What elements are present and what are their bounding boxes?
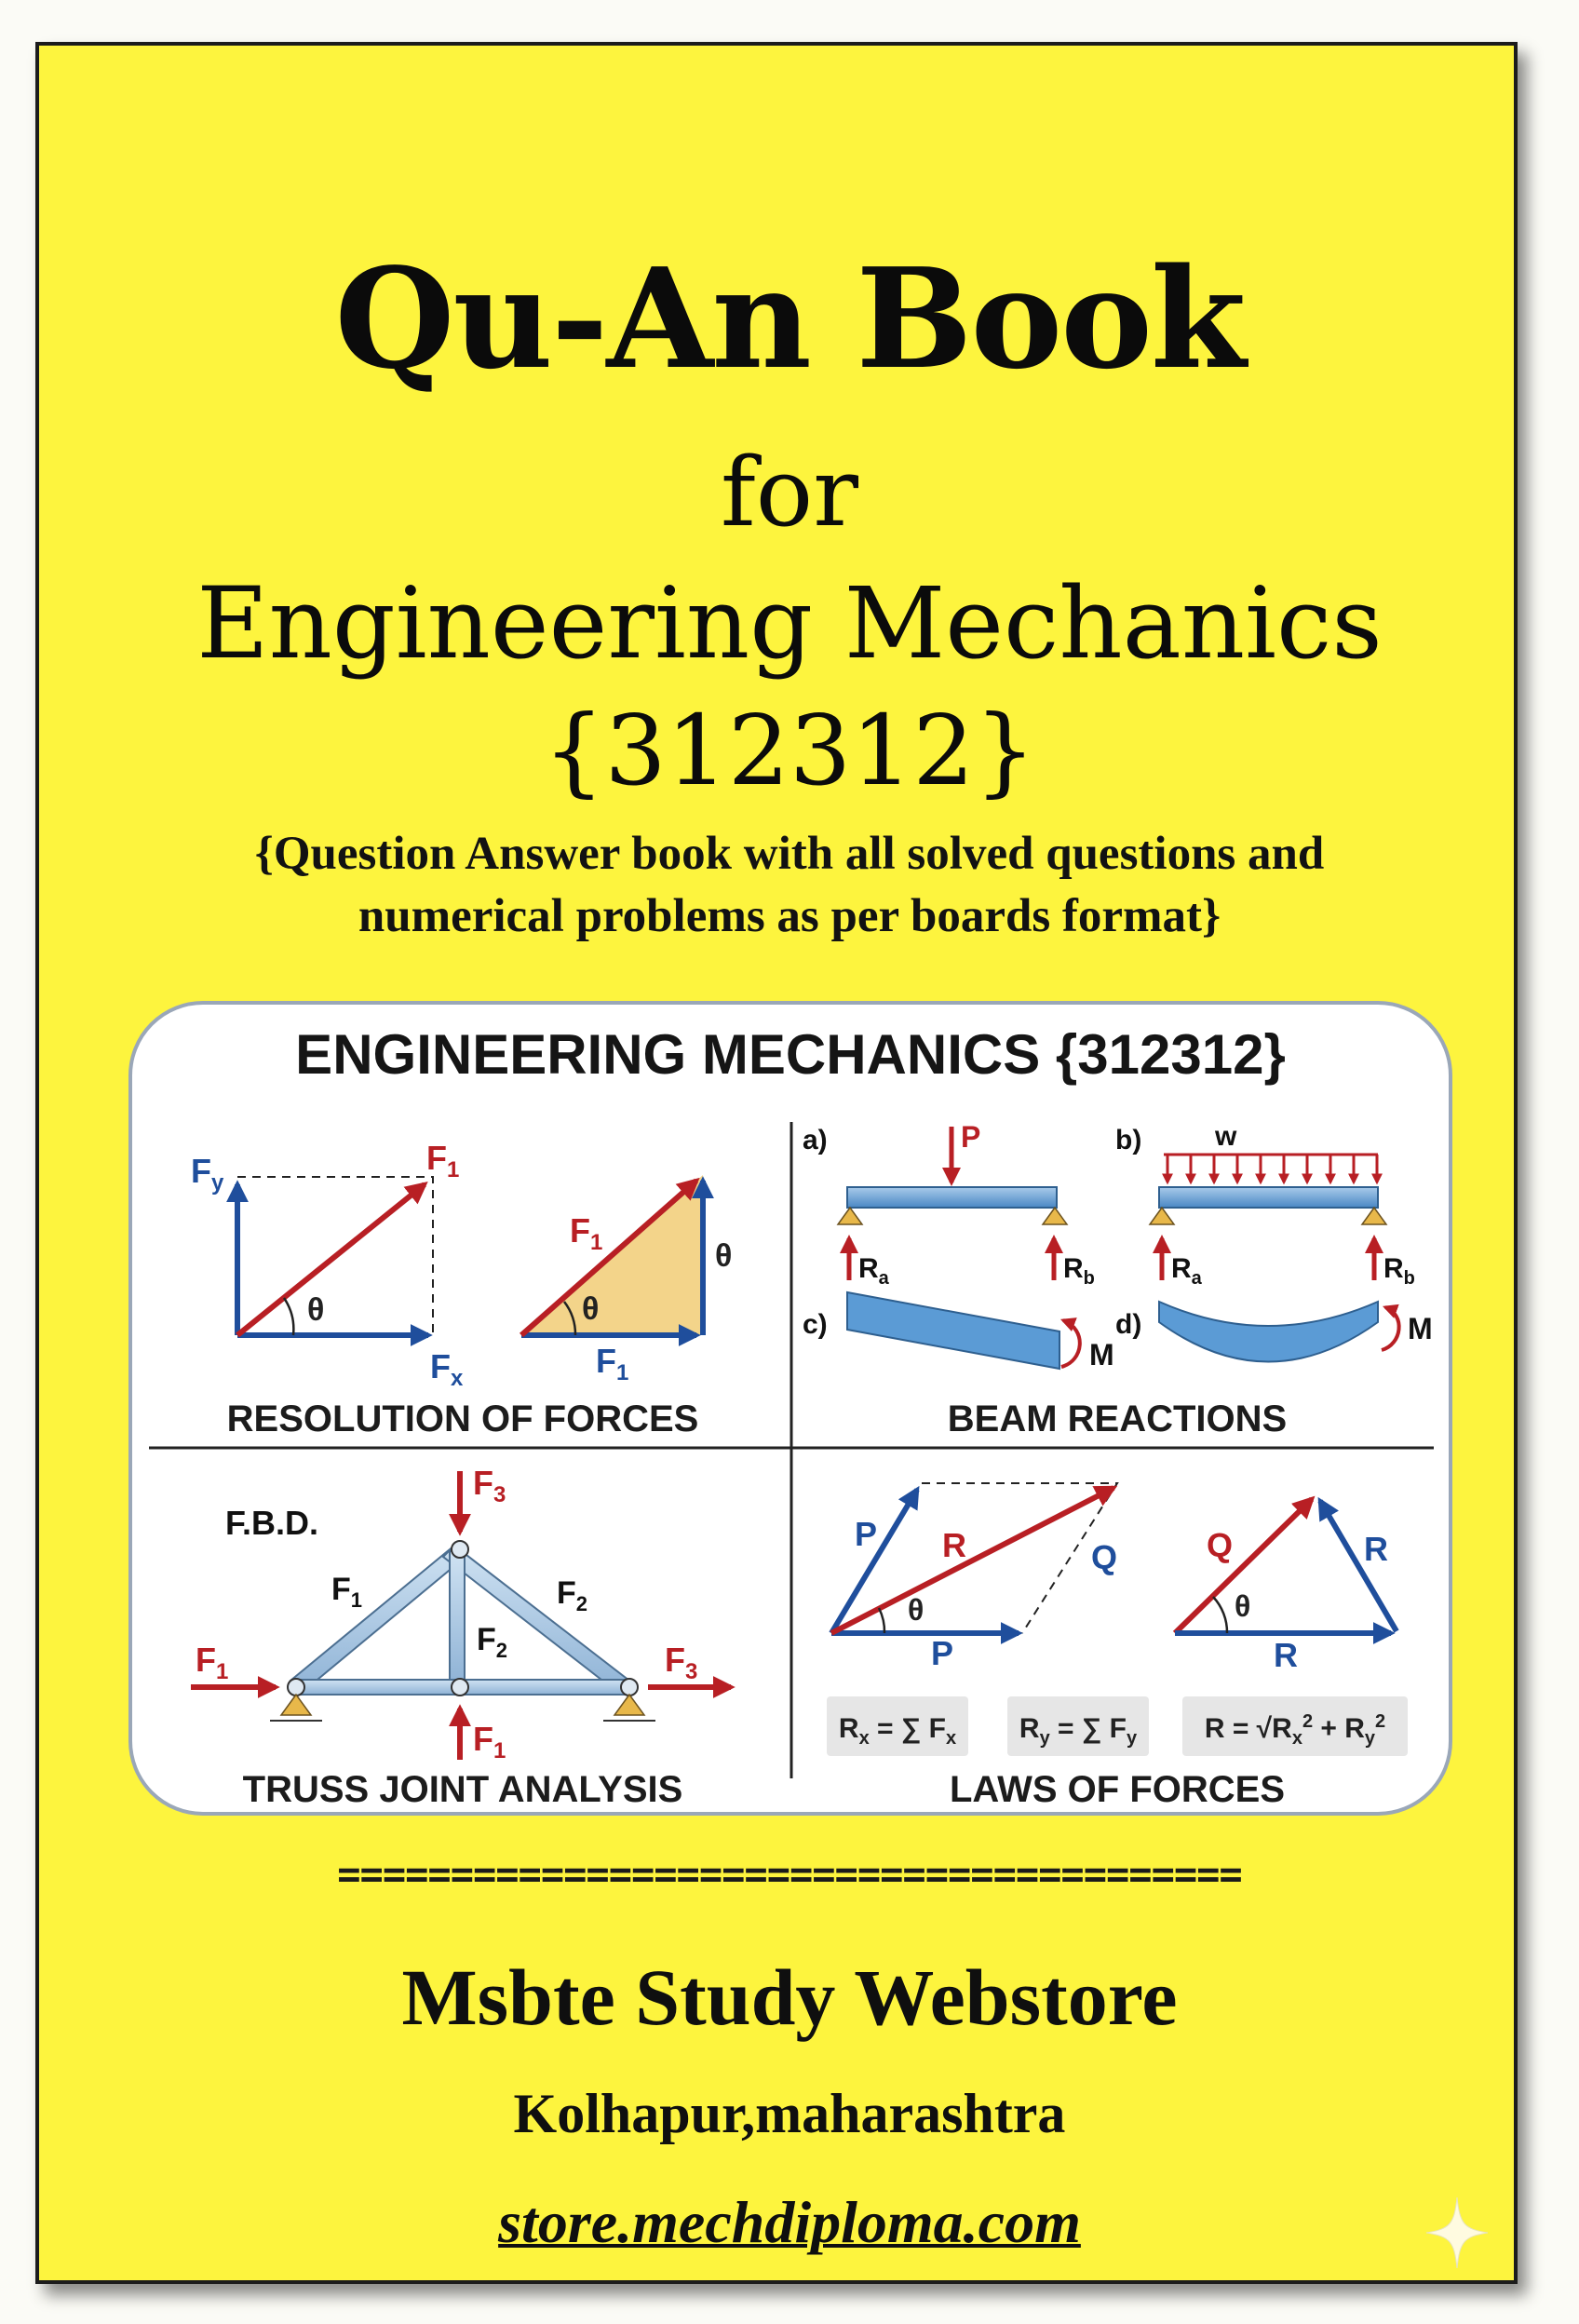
truss-member-vertical [450, 1551, 465, 1683]
subject-title: Engineering Mechanics [196, 566, 1383, 681]
triangle-q-label: Q [1207, 1526, 1234, 1564]
publisher-location: Kolhapur,maharashtra [513, 2083, 1066, 2144]
ra-label-b: $R_a$ [1171, 1253, 1202, 1289]
triangle-f1-label: $F_1$ [570, 1211, 603, 1255]
title-for: for [721, 438, 858, 548]
p-side-label: P [855, 1515, 878, 1553]
subtitle-line-2: numerical problems as per boards format} [358, 890, 1221, 942]
label-d: d) [1115, 1309, 1142, 1340]
joint-bottom [452, 1679, 468, 1696]
truss-member-left [290, 1546, 466, 1693]
sparkle-icon [1424, 2196, 1490, 2270]
laws-theta-arc-2 [1213, 1597, 1227, 1633]
support-b-right [1362, 1208, 1386, 1224]
member-f2-right-label: $F_2$ [557, 1575, 588, 1615]
formula-r: $R = √R_x^2 + R_y^2$ [1204, 1711, 1386, 1749]
moment-arrow-c [1061, 1320, 1080, 1367]
udl-arrows [1167, 1155, 1377, 1182]
support-b-left [1150, 1208, 1174, 1224]
book-title: Qu-An Book [334, 237, 1245, 399]
laws-caption: LAWS OF FORCES [950, 1769, 1285, 1810]
resolution-of-forces-diagram [191, 1139, 732, 1391]
beam-a [847, 1187, 1057, 1208]
fx-label: $F_x$ [430, 1347, 464, 1391]
ra-label-a: $R_a$ [858, 1253, 889, 1289]
joint-top [452, 1541, 468, 1558]
rb-label-a: $R_b$ [1063, 1253, 1095, 1289]
moment-label-d: M [1408, 1312, 1433, 1345]
publisher-name: Msbte Study Webstore [401, 1952, 1178, 2042]
resolution-caption: RESOLUTION OF FORCES [226, 1398, 699, 1439]
support-a-left [838, 1208, 862, 1224]
label-c: c) [803, 1309, 828, 1340]
r-diagonal-label: R [942, 1526, 966, 1564]
moment-arrow-d [1382, 1307, 1399, 1350]
beam-b [1159, 1187, 1378, 1208]
triangle-base-label: $F_1$ [596, 1342, 629, 1385]
laws-theta-label-1: θ [908, 1593, 924, 1627]
subject-code: {312312} [543, 694, 1036, 807]
support-a-right [1043, 1208, 1067, 1224]
fy-label: $F_y$ [191, 1152, 224, 1196]
truss-support-right [614, 1695, 644, 1715]
udl-w-label: w [1215, 1121, 1237, 1152]
laws-theta-label-2: θ [1235, 1589, 1251, 1623]
label-b: b) [1115, 1125, 1142, 1155]
joint-left [288, 1679, 304, 1696]
q-dashed-label: Q [1091, 1538, 1118, 1576]
triangle-r-base-label: R [1274, 1636, 1298, 1674]
beam-reactions-diagram [803, 1120, 1433, 1371]
f3-top-label: $F_3$ [473, 1464, 506, 1507]
truss-caption: TRUSS JOINT ANALYSIS [242, 1769, 683, 1810]
rb-label-b: $R_b$ [1383, 1253, 1415, 1289]
website-link[interactable]: store.mechdiploma.com [498, 2189, 1081, 2255]
joint-right [621, 1679, 638, 1696]
truss-support-left [281, 1695, 311, 1715]
moment-label-c: M [1089, 1338, 1114, 1371]
f3-right-label: $F_3$ [665, 1641, 698, 1684]
label-a: a) [803, 1125, 828, 1155]
subtitle-line-1: {Question Answer book with all solved questions and [254, 828, 1325, 880]
moment-diagram-d [1159, 1302, 1378, 1362]
truss-member-right [443, 1546, 629, 1693]
f1-label: $F_1$ [426, 1139, 460, 1182]
triangle-theta-label: θ [582, 1291, 600, 1327]
separator-line: ======================================== [337, 1851, 1242, 1897]
beam-caption: BEAM REACTIONS [947, 1398, 1288, 1439]
triangle-theta-side: θ [715, 1238, 733, 1274]
panel-heading: ENGINEERING MECHANICS {312312} [295, 1023, 1286, 1086]
truss-diagram [191, 1464, 731, 1763]
laws-of-forces-diagram [827, 1483, 1408, 1756]
theta-arc [284, 1298, 293, 1335]
f1-bottom-label: $F_1$ [473, 1720, 506, 1763]
load-p-label: P [961, 1120, 981, 1154]
formula-ry: $R_y$ = ∑ $F_y$ [1019, 1713, 1138, 1749]
member-f2-vertical-label: $F_2$ [477, 1622, 508, 1662]
shear-diagram-c [847, 1292, 1059, 1369]
fbd-label: F.B.D. [225, 1504, 319, 1542]
f1-left-label: $F_1$ [196, 1641, 229, 1684]
member-f1-label: $F_1$ [331, 1572, 363, 1612]
triangle-r-side-label: R [1364, 1530, 1388, 1568]
formula-rx: $R_x$ = ∑ $F_x$ [838, 1713, 957, 1749]
p-base-label: P [931, 1634, 954, 1672]
laws-theta-arc-1 [879, 1608, 884, 1633]
theta-label: θ [307, 1292, 325, 1328]
f1-resultant-vector [237, 1184, 425, 1335]
